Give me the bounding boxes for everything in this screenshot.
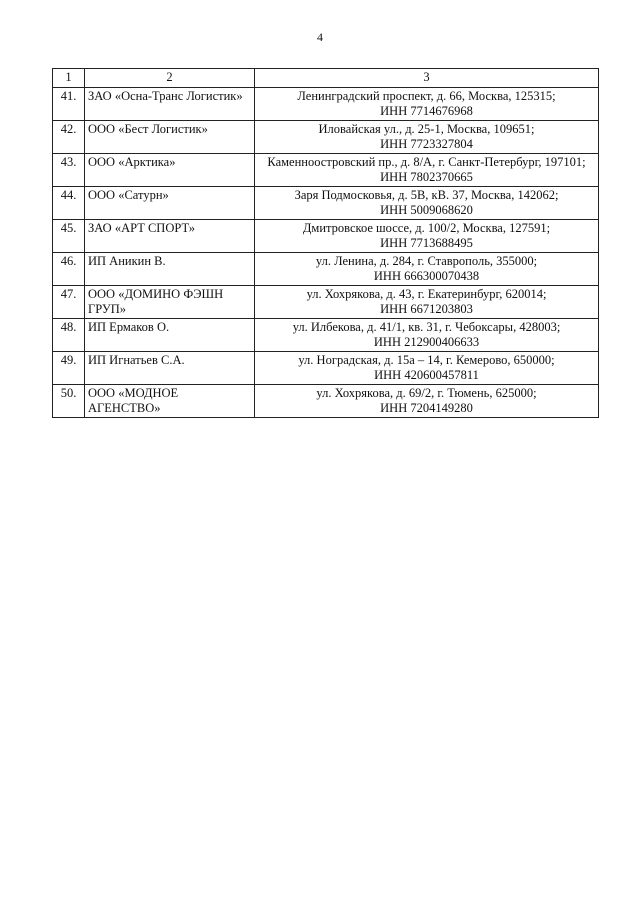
organization-inn: ИНН 7802370665 xyxy=(380,170,473,184)
organization-name: ООО «Сатурн» xyxy=(85,187,255,220)
row-number: 41. xyxy=(53,88,85,121)
table-row xyxy=(53,286,599,319)
organization-inn: ИНН 7723327804 xyxy=(380,137,473,151)
organization-address: Заря Подмосковья, д. 5В, кВ. 37, Москва, 142062; xyxy=(294,188,559,202)
column-header-address: 3 xyxy=(255,69,599,88)
row-number: 44. xyxy=(53,187,85,220)
page-number: 4 xyxy=(317,30,323,44)
organization-address-cell xyxy=(255,187,599,220)
organization-inn: ИНН 212900406633 xyxy=(373,335,480,349)
organization-address-cell xyxy=(255,385,599,418)
organization-name: ЗАО «АРТ СПОРТ» xyxy=(85,220,255,253)
organization-address: ул. Ленина, д. 284, г. Ставрополь, 355000; xyxy=(315,254,538,268)
table-row xyxy=(53,385,599,418)
organization-inn: ИНН 666300070438 xyxy=(373,269,480,283)
organization-address-cell xyxy=(255,253,599,286)
row-number: 42. xyxy=(53,121,85,154)
organization-name: ООО «Бест Логистик» xyxy=(85,121,255,154)
organization-address-cell xyxy=(255,220,599,253)
table-row xyxy=(53,319,599,352)
organization-address-cell xyxy=(255,121,599,154)
organization-address: Дмитровское шоссе, д. 100/2, Москва, 127591; xyxy=(302,221,551,235)
organization-address: ул. Илбекова, д. 41/1, кв. 31, г. Чебоксары, 428003; xyxy=(292,320,561,334)
organizations-table xyxy=(52,68,599,418)
table-row xyxy=(53,121,599,154)
table-row xyxy=(53,253,599,286)
organization-address: ул. Хохрякова, д. 69/2, г. Тюмень, 625000; xyxy=(316,386,537,400)
organization-inn: ИНН 6671203803 xyxy=(380,302,473,316)
row-number: 47. xyxy=(53,286,85,319)
row-number: 48. xyxy=(53,319,85,352)
organization-name: ООО «Арктика» xyxy=(85,154,255,187)
organization-inn: ИНН 5009068620 xyxy=(380,203,473,217)
organization-address-cell xyxy=(255,352,599,385)
table-row xyxy=(53,88,599,121)
row-number: 43. xyxy=(53,154,85,187)
header-row xyxy=(53,69,599,88)
row-number: 46. xyxy=(53,253,85,286)
organization-inn: ИНН 7713688495 xyxy=(380,236,473,250)
organization-address: Каменноостровский пр., д. 8/А, г. Санкт-Петербург, 197101; xyxy=(267,155,586,169)
organization-address-cell xyxy=(255,154,599,187)
organization-name: ООО «МОДНОЕ АГЕНСТВО» xyxy=(85,385,255,418)
organization-address-cell xyxy=(255,88,599,121)
organization-name: ЗАО «Осна-Транс Логистик» xyxy=(85,88,255,121)
organization-address-cell xyxy=(255,319,599,352)
column-header-number: 1 xyxy=(53,69,85,88)
organization-inn: ИНН 7204149280 xyxy=(380,401,473,415)
table-row xyxy=(53,220,599,253)
table-header xyxy=(53,69,599,88)
organization-inn: ИНН 7714676968 xyxy=(380,104,473,118)
organization-address: ул. Хохрякова, д. 43, г. Екатеринбург, 620014; xyxy=(306,287,547,301)
table-body xyxy=(53,88,599,418)
table-row xyxy=(53,187,599,220)
organization-address: Иловайская ул., д. 25-1, Москва, 109651; xyxy=(318,122,535,136)
table-row xyxy=(53,352,599,385)
organization-inn: ИНН 420600457811 xyxy=(374,368,479,382)
organization-name: ООО «ДОМИНО ФЭШН ГРУП» xyxy=(85,286,255,319)
organization-address: Ленинградский проспект, д. 66, Москва, 125315; xyxy=(297,89,556,103)
table-row xyxy=(53,154,599,187)
column-header-name: 2 xyxy=(85,69,255,88)
row-number: 45. xyxy=(53,220,85,253)
organization-name: ИП Аникин В. xyxy=(85,253,255,286)
row-number: 49. xyxy=(53,352,85,385)
organization-name: ИП Ермаков О. xyxy=(85,319,255,352)
row-number: 50. xyxy=(53,385,85,418)
organization-address-cell xyxy=(255,286,599,319)
organization-address: ул. Ноградская, д. 15а – 14, г. Кемерово, 650000; xyxy=(298,353,555,367)
organization-name: ИП Игнатьев С.А. xyxy=(85,352,255,385)
